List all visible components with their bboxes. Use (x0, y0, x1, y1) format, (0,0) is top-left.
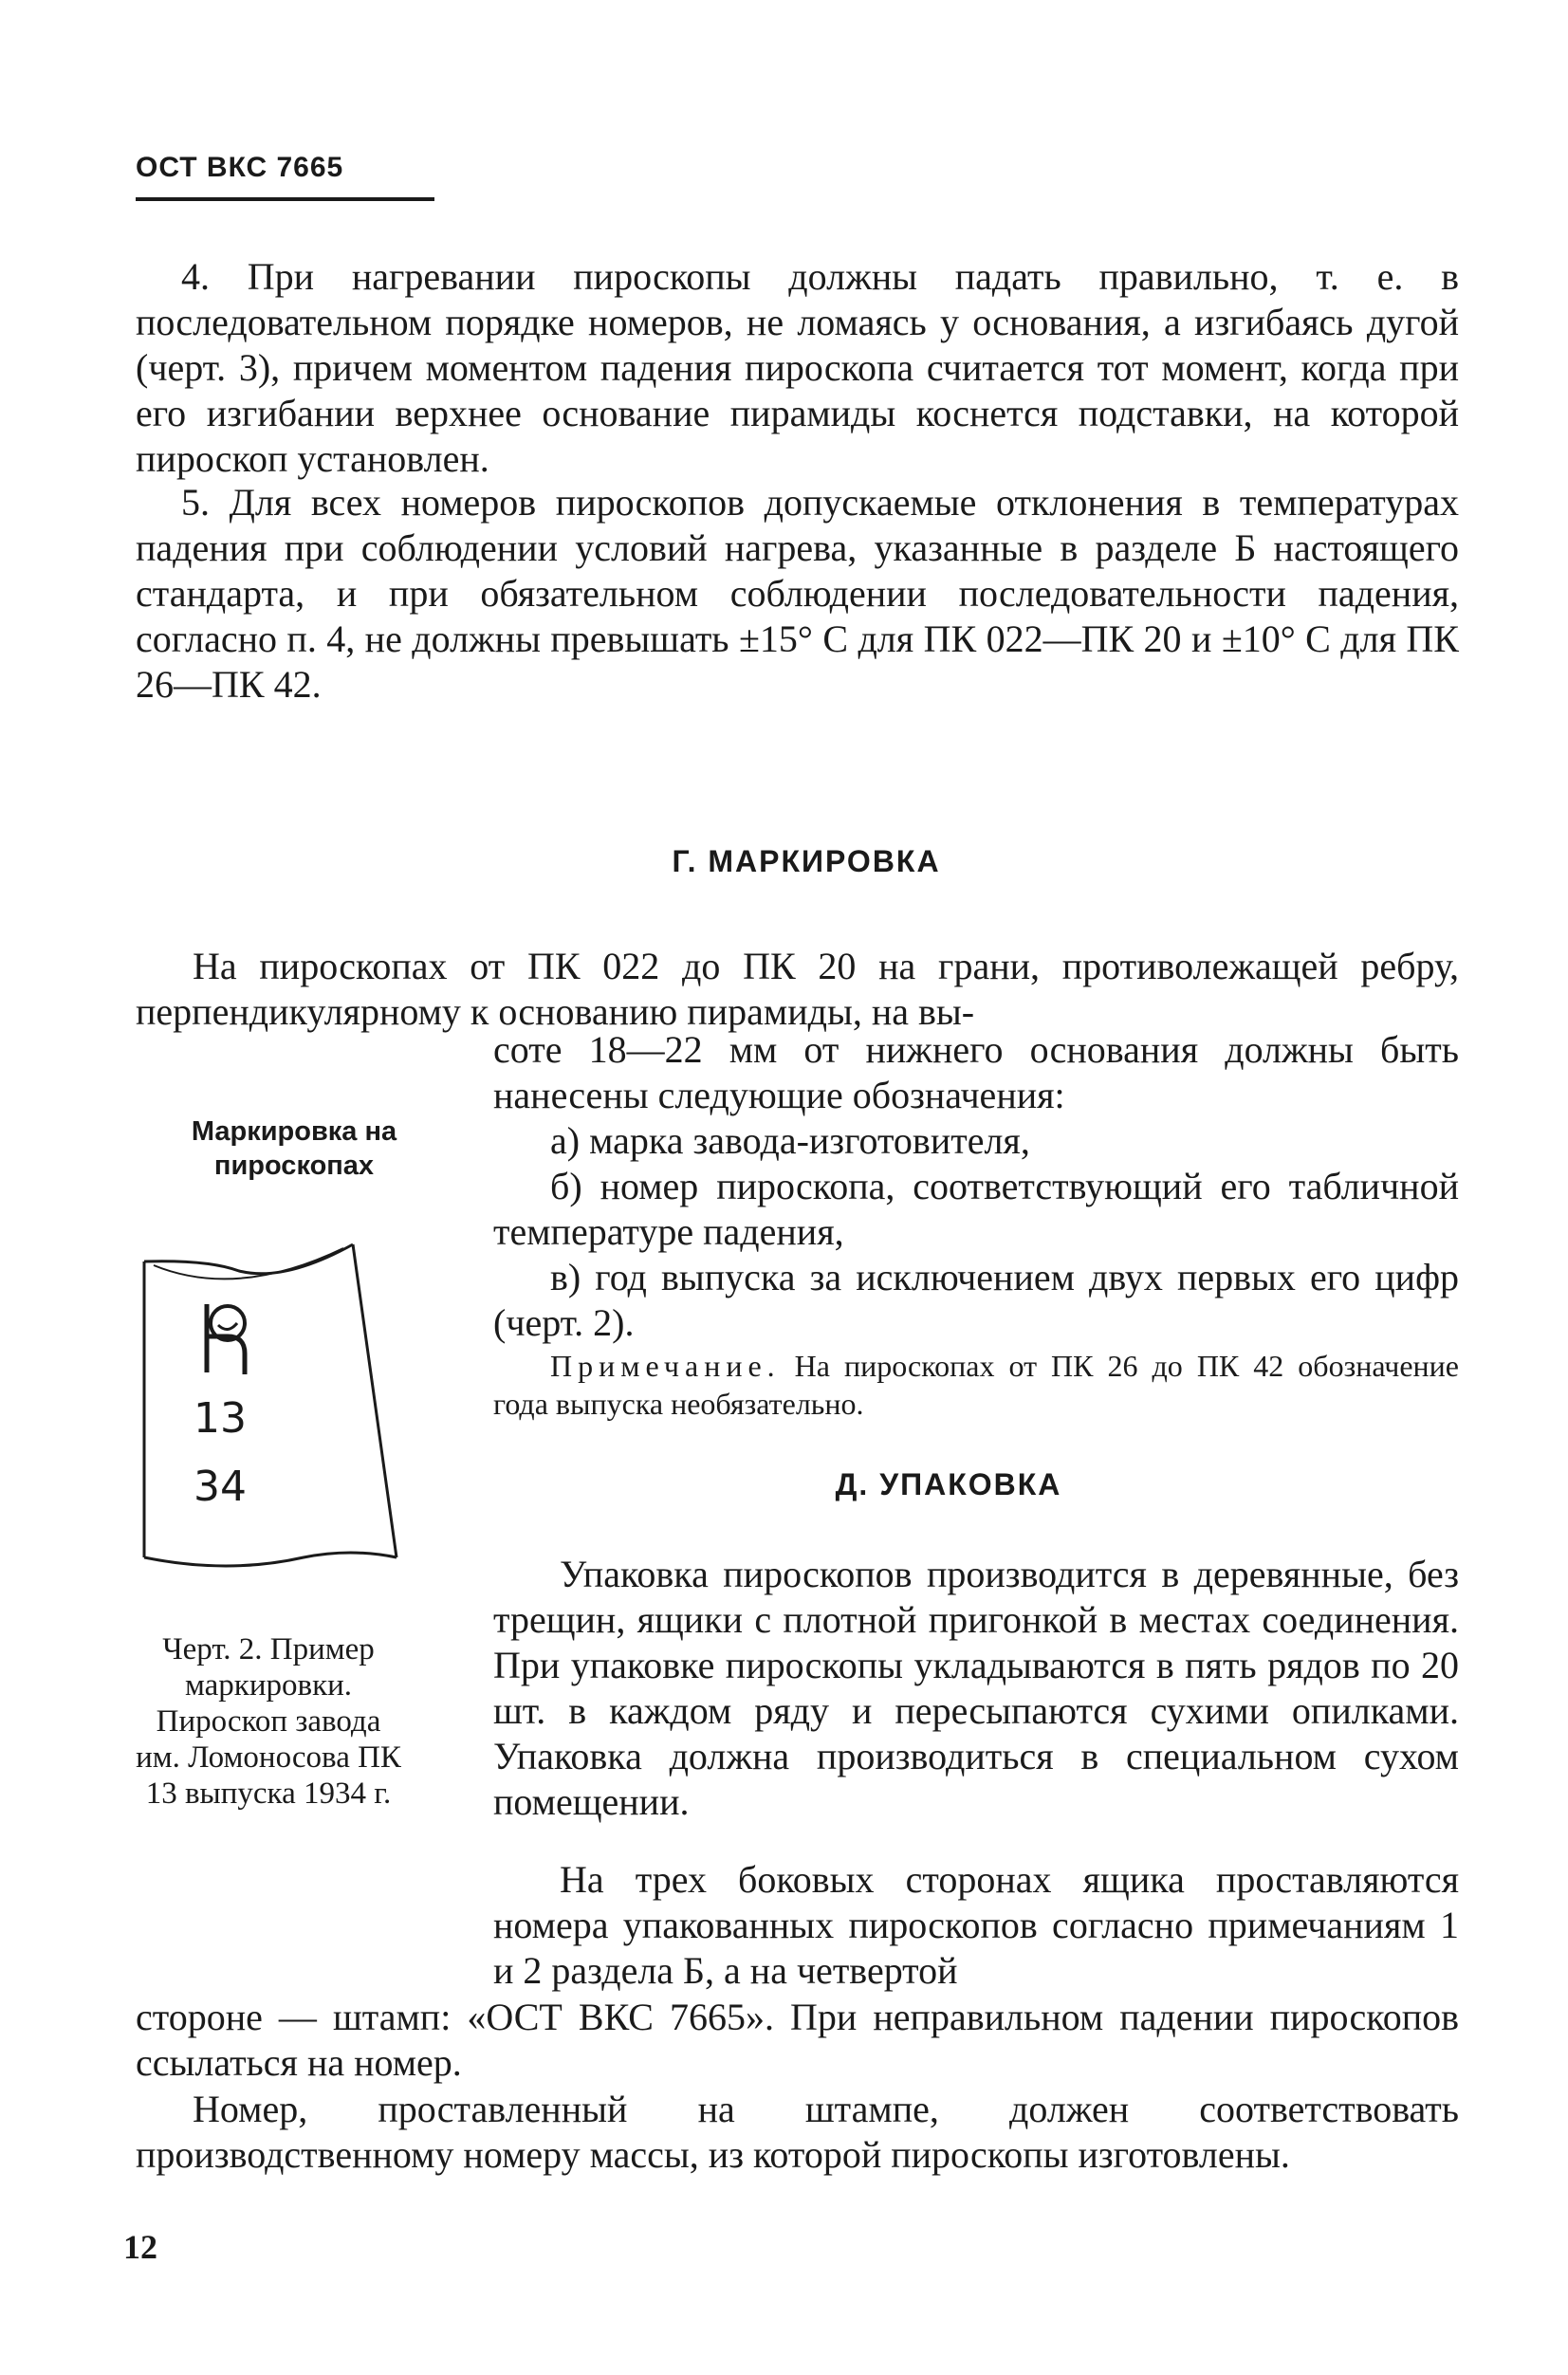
document-code-header: ОСТ ВКС 7665 (136, 152, 434, 201)
marking-item-b: б) номер пироскопа, соответствующий его табличной температуре падения, (493, 1165, 1459, 1253)
packaging-paragraph-3: Номер, проставленный на штампе, должен соответствовать производственному номеру массы, из которой пироскопы изготовлены. (136, 2088, 1459, 2176)
page-number: 12 (123, 2228, 157, 2266)
factory-emblem-icon (190, 1295, 266, 1380)
pyroscope-outline (133, 1224, 408, 1584)
pyroscope-figure (133, 1224, 408, 1584)
packaging-paragraph-2-side: На трех боковых сторонах ящика проставляются номера упакованных пироскопов согласно примечаниям 1 и 2 раздела Б, а на четвертой (493, 1858, 1459, 1992)
marking-note (493, 1347, 1459, 1423)
marking-intro: На пироскопах от ПК 022 до ПК 20 на грани, противолежащей ребру, перпендикулярному к основанию пирамиды, на вы- (136, 945, 1459, 1033)
section-heading-packaging: Д. УПАКОВКА (835, 1467, 1062, 1501)
marking-number: 13 (194, 1394, 247, 1443)
note-text: На пироскопах от ПК 26 до ПК 42 обозначение года выпуска необязательно. (493, 1349, 1460, 1421)
paragraph-4: 4. При нагревании пироскопы должны падать правильно, т. е. в последовательном порядке номеров, не ломаясь у основания, а изгибаясь дугой (черт. 3), причем моментом падения пироскопа считается тот момент, когда при его изгибании верхнее основание пирамиды коснется подставки, на которой пироскоп установлен. (136, 255, 1459, 480)
marking-item-c: в) год выпуска за исключением двух первых его цифр (черт. 2). (493, 1256, 1459, 1344)
marking-intro-continuation: соте 18—22 мм от нижнего основания должны быть нанесены следующие обозначения: (493, 1028, 1459, 1116)
packaging-paragraph-2: стороне — штамп: «ОСТ ВКС 7665». При неправильном падении пироскопов ссылаться на номер. (136, 1996, 1459, 2084)
packaging-paragraph-1: Упаковка пироскопов производится в деревянные, без трещин, ящики с плотной пригонкой в местах соединения. При упаковке пироскопы укладываются в пять рядов по 20 шт. в каждом ряду и пересыпаются сухими опилками. Упаковка должна производиться в специальном сухом помещении. (493, 1553, 1459, 1823)
marking-year: 34 (194, 1463, 247, 1511)
marking-item-a: а) марка завода-изготовителя, (550, 1119, 1030, 1162)
figure-caption: Черт. 2. Пример маркировки. Пироскоп завода им. Ломоносова ПК 13 выпуска 1934 г. (136, 1632, 401, 1811)
note-label: Примечание. (550, 1349, 781, 1383)
paragraph-5: 5. Для всех номеров пироскопов допускаемые отклонения в температурах падения при соблюдении условий нагрева, указанные в разделе Б настоящего стандарта, и при обязательном соблюдении последовательности падения, согласно п. 4, не должны превышать ±15° С для ПК 022—ПК 20 и ±10° С для ПК 26—ПК 42. (136, 481, 1459, 706)
section-heading-marking: Г. МАРКИРОВКА (672, 844, 941, 878)
figure-label: Маркировка на пироскопах (191, 1116, 397, 1181)
